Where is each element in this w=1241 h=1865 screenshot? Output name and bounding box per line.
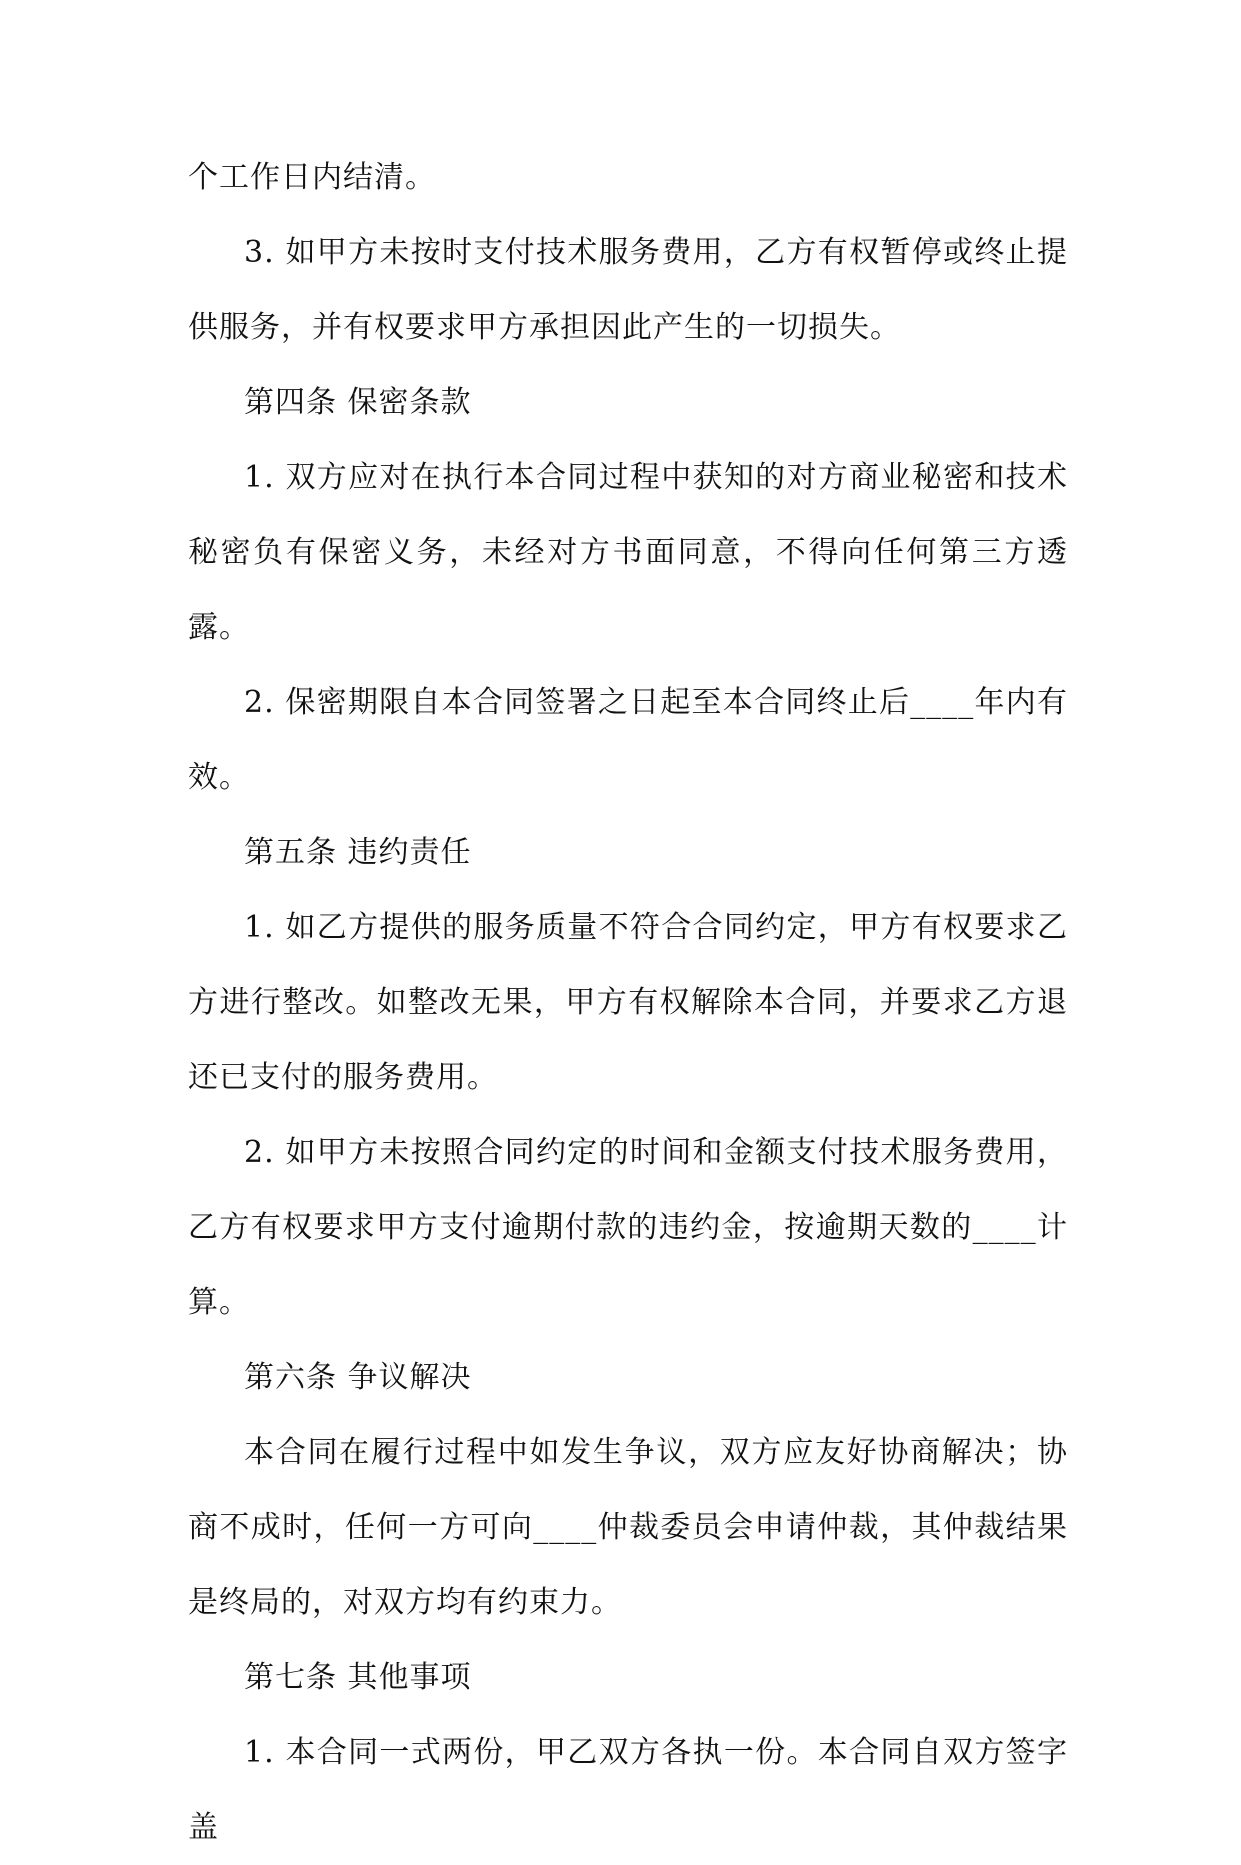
paragraph-continuation: 个工作日内结清。 [188, 160, 436, 195]
clause-item-1-confidentiality: 1. 双方应对在执行本合同过程中获知的对方商业秘密和技术秘密负有保密义务，未经对方书面同意，不得向任何第三方透露。 [188, 460, 1068, 645]
article-7-heading: 第七条 其他事项 [244, 1660, 472, 1695]
clause-item-1-copies: 1. 本合同一式两份，甲乙双方各执一份。本合同自双方签字盖 [188, 1735, 1068, 1845]
dispute-resolution-paragraph: 本合同在履行过程中如发生争议，双方应友好协商解决；协商不成时，任何一方可向____仲裁委员会申请仲裁，其仲裁结果是终局的，对双方均有约束力。 [188, 1435, 1068, 1620]
clause-item-2-confidentiality-term: 2. 保密期限自本合同签署之日起至本合同终止后____年内有效。 [188, 685, 1068, 795]
clause-item-3-payment-default: 3. 如甲方未按时支付技术服务费用，乙方有权暂停或终止提供服务，并有权要求甲方承担因此产生的一切损失。 [188, 235, 1068, 345]
article-5-heading: 第五条 违约责任 [244, 835, 472, 870]
article-6-heading: 第六条 争议解决 [244, 1360, 472, 1395]
clause-item-1-service-quality: 1. 如乙方提供的服务质量不符合合同约定，甲方有权要求乙方进行整改。如整改无果，甲方有权解除本合同，并要求乙方退还已支付的服务费用。 [188, 910, 1068, 1095]
article-4-heading: 第四条 保密条款 [244, 385, 472, 420]
clause-item-2-late-payment: 2. 如甲方未按照合同约定的时间和金额支付技术服务费用，乙方有权要求甲方支付逾期付款的违约金，按逾期天数的____计算。 [188, 1135, 1068, 1320]
contract-body [188, 140, 1068, 1865]
